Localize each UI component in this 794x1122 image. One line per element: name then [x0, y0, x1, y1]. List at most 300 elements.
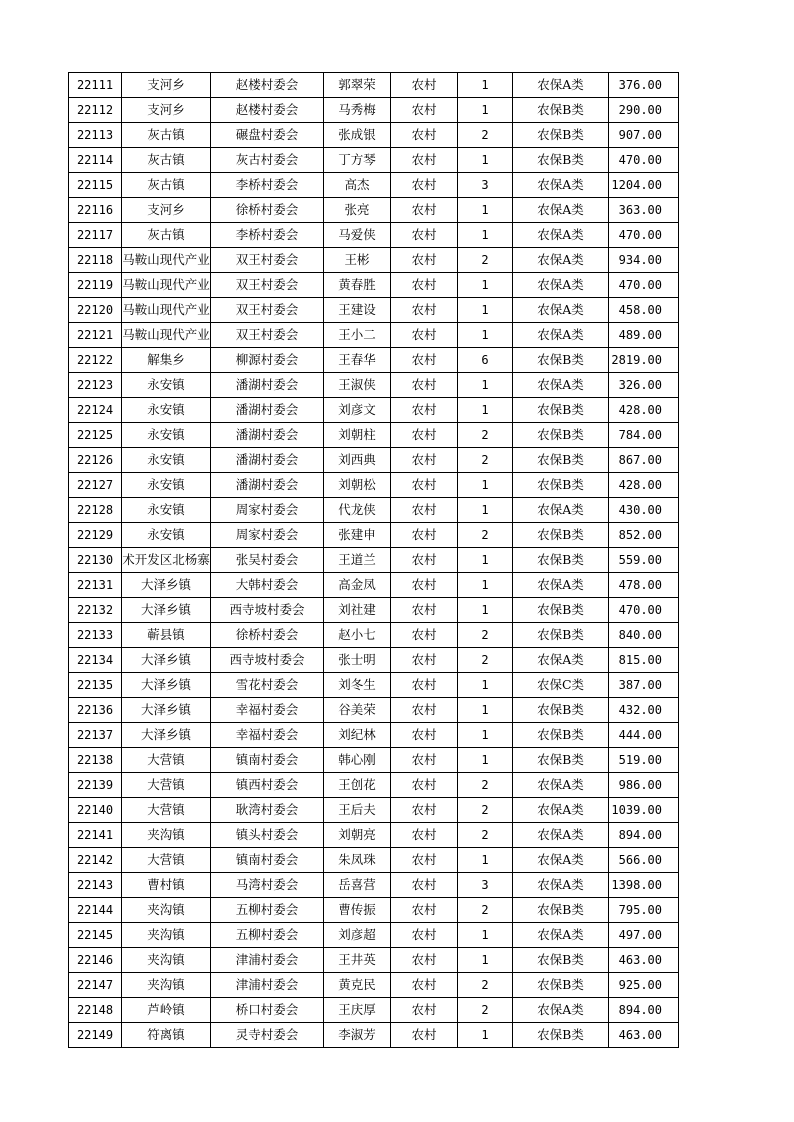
- cell-count: 6: [458, 348, 513, 373]
- cell-id: 22149: [69, 1023, 122, 1048]
- cell-township: 大营镇: [122, 848, 211, 873]
- cell-count: 1: [458, 148, 513, 173]
- cell-name: 马秀梅: [324, 98, 391, 123]
- cell-area: 农村: [391, 373, 458, 398]
- cell-area: 农村: [391, 573, 458, 598]
- cell-name: 刘朝亮: [324, 823, 391, 848]
- cell-village: 碾盘村委会: [211, 123, 324, 148]
- cell-id: 22111: [69, 73, 122, 98]
- cell-township: 马鞍山现代产业: [122, 248, 211, 273]
- cell-count: 1: [458, 1023, 513, 1048]
- cell-township: 大泽乡镇: [122, 698, 211, 723]
- cell-id: 22122: [69, 348, 122, 373]
- cell-amount: 1204.00: [609, 173, 679, 198]
- cell-category: 农保A类: [513, 573, 609, 598]
- cell-id: 22148: [69, 998, 122, 1023]
- cell-village: 灰古村委会: [211, 148, 324, 173]
- cell-id: 22139: [69, 773, 122, 798]
- cell-id: 22124: [69, 398, 122, 423]
- table-row: [69, 573, 679, 598]
- cell-village: 镇西村委会: [211, 773, 324, 798]
- cell-id: 22142: [69, 848, 122, 873]
- cell-count: 1: [458, 323, 513, 348]
- cell-area: 农村: [391, 498, 458, 523]
- cell-count: 1: [458, 498, 513, 523]
- table-row: [69, 498, 679, 523]
- cell-area: 农村: [391, 823, 458, 848]
- cell-category: 农保B类: [513, 748, 609, 773]
- cell-area: 农村: [391, 198, 458, 223]
- cell-name: 张士明: [324, 648, 391, 673]
- cell-category: 农保B类: [513, 423, 609, 448]
- cell-category: 农保A类: [513, 823, 609, 848]
- cell-area: 农村: [391, 123, 458, 148]
- cell-name: 黄克民: [324, 973, 391, 998]
- cell-area: 农村: [391, 148, 458, 173]
- cell-count: 1: [458, 598, 513, 623]
- cell-village: 镇南村委会: [211, 848, 324, 873]
- cell-id: 22125: [69, 423, 122, 448]
- cell-category: 农保B类: [513, 148, 609, 173]
- cell-name: 刘彦超: [324, 923, 391, 948]
- cell-amount: 894.00: [609, 823, 679, 848]
- cell-category: 农保B类: [513, 123, 609, 148]
- cell-area: 农村: [391, 298, 458, 323]
- cell-count: 1: [458, 298, 513, 323]
- cell-amount: 1398.00: [609, 873, 679, 898]
- cell-count: 2: [458, 773, 513, 798]
- cell-category: 农保A类: [513, 173, 609, 198]
- cell-township: 曹村镇: [122, 873, 211, 898]
- cell-name: 岳喜营: [324, 873, 391, 898]
- table-row: [69, 848, 679, 873]
- table-row: [69, 198, 679, 223]
- table-row: [69, 423, 679, 448]
- cell-area: 农村: [391, 798, 458, 823]
- cell-amount: 489.00: [609, 323, 679, 348]
- table-row: [69, 98, 679, 123]
- cell-amount: 925.00: [609, 973, 679, 998]
- table-row: [69, 873, 679, 898]
- cell-village: 潘湖村委会: [211, 373, 324, 398]
- cell-name: 曹传振: [324, 898, 391, 923]
- cell-id: 22118: [69, 248, 122, 273]
- cell-village: 潘湖村委会: [211, 398, 324, 423]
- cell-id: 22119: [69, 273, 122, 298]
- cell-id: 22145: [69, 923, 122, 948]
- cell-township: 蕲县镇: [122, 623, 211, 648]
- cell-category: 农保A类: [513, 323, 609, 348]
- cell-township: 支河乡: [122, 198, 211, 223]
- cell-name: 王道兰: [324, 548, 391, 573]
- cell-id: 22131: [69, 573, 122, 598]
- cell-village: 幸福村委会: [211, 723, 324, 748]
- cell-amount: 566.00: [609, 848, 679, 873]
- cell-amount: 432.00: [609, 698, 679, 723]
- cell-area: 农村: [391, 273, 458, 298]
- cell-township: 永安镇: [122, 398, 211, 423]
- cell-township: 支河乡: [122, 73, 211, 98]
- cell-category: 农保A类: [513, 773, 609, 798]
- cell-amount: 784.00: [609, 423, 679, 448]
- table-row: [69, 798, 679, 823]
- cell-village: 桥口村委会: [211, 998, 324, 1023]
- cell-area: 农村: [391, 473, 458, 498]
- cell-village: 潘湖村委会: [211, 448, 324, 473]
- cell-township: 大营镇: [122, 748, 211, 773]
- cell-category: 农保B类: [513, 473, 609, 498]
- cell-area: 农村: [391, 723, 458, 748]
- cell-name: 李淑芳: [324, 1023, 391, 1048]
- cell-township: 芦岭镇: [122, 998, 211, 1023]
- cell-id: 22127: [69, 473, 122, 498]
- cell-count: 3: [458, 173, 513, 198]
- cell-township: 灰古镇: [122, 173, 211, 198]
- cell-amount: 470.00: [609, 148, 679, 173]
- table-row: [69, 348, 679, 373]
- table-row: [69, 773, 679, 798]
- cell-amount: 363.00: [609, 198, 679, 223]
- cell-township: 夹沟镇: [122, 823, 211, 848]
- cell-category: 农保A类: [513, 498, 609, 523]
- cell-area: 农村: [391, 348, 458, 373]
- cell-category: 农保B类: [513, 523, 609, 548]
- cell-name: 郭翠荣: [324, 73, 391, 98]
- cell-township: 术开发区北杨寨: [122, 548, 211, 573]
- cell-amount: 840.00: [609, 623, 679, 648]
- cell-id: 22140: [69, 798, 122, 823]
- cell-area: 农村: [391, 248, 458, 273]
- cell-village: 潘湖村委会: [211, 473, 324, 498]
- cell-id: 22136: [69, 698, 122, 723]
- cell-township: 大泽乡镇: [122, 673, 211, 698]
- cell-id: 22147: [69, 973, 122, 998]
- cell-id: 22120: [69, 298, 122, 323]
- cell-name: 王井英: [324, 948, 391, 973]
- cell-count: 1: [458, 98, 513, 123]
- table-row: [69, 298, 679, 323]
- cell-name: 赵小七: [324, 623, 391, 648]
- cell-category: 农保B类: [513, 348, 609, 373]
- cell-amount: 376.00: [609, 73, 679, 98]
- cell-count: 1: [458, 548, 513, 573]
- table-row: [69, 648, 679, 673]
- cell-category: 农保A类: [513, 798, 609, 823]
- cell-id: 22143: [69, 873, 122, 898]
- cell-count: 1: [458, 373, 513, 398]
- cell-id: 22126: [69, 448, 122, 473]
- cell-category: 农保A类: [513, 198, 609, 223]
- data-table: [68, 72, 679, 1048]
- cell-id: 22144: [69, 898, 122, 923]
- cell-township: 永安镇: [122, 373, 211, 398]
- cell-id: 22138: [69, 748, 122, 773]
- cell-amount: 497.00: [609, 923, 679, 948]
- cell-township: 夹沟镇: [122, 948, 211, 973]
- table-row: [69, 923, 679, 948]
- cell-area: 农村: [391, 998, 458, 1023]
- cell-village: 雪花村委会: [211, 673, 324, 698]
- cell-count: 2: [458, 123, 513, 148]
- cell-village: 赵楼村委会: [211, 98, 324, 123]
- cell-amount: 463.00: [609, 948, 679, 973]
- table-row: [69, 1023, 679, 1048]
- cell-name: 王庆厚: [324, 998, 391, 1023]
- cell-id: 22141: [69, 823, 122, 848]
- cell-name: 王春华: [324, 348, 391, 373]
- table-row: [69, 373, 679, 398]
- cell-amount: 428.00: [609, 473, 679, 498]
- cell-name: 刘西典: [324, 448, 391, 473]
- cell-id: 22113: [69, 123, 122, 148]
- cell-township: 灰古镇: [122, 148, 211, 173]
- cell-category: 农保B类: [513, 598, 609, 623]
- cell-village: 耿湾村委会: [211, 798, 324, 823]
- cell-township: 灰古镇: [122, 123, 211, 148]
- table-row: [69, 823, 679, 848]
- cell-area: 农村: [391, 948, 458, 973]
- cell-amount: 470.00: [609, 223, 679, 248]
- cell-id: 22121: [69, 323, 122, 348]
- cell-area: 农村: [391, 598, 458, 623]
- cell-area: 农村: [391, 973, 458, 998]
- cell-amount: 934.00: [609, 248, 679, 273]
- cell-area: 农村: [391, 648, 458, 673]
- cell-name: 王淑侠: [324, 373, 391, 398]
- cell-township: 永安镇: [122, 448, 211, 473]
- cell-amount: 519.00: [609, 748, 679, 773]
- cell-amount: 894.00: [609, 998, 679, 1023]
- cell-name: 张亮: [324, 198, 391, 223]
- cell-township: 夹沟镇: [122, 973, 211, 998]
- cell-category: 农保A类: [513, 848, 609, 873]
- cell-count: 1: [458, 223, 513, 248]
- cell-village: 津浦村委会: [211, 973, 324, 998]
- cell-village: 李桥村委会: [211, 173, 324, 198]
- cell-category: 农保B类: [513, 973, 609, 998]
- cell-village: 西寺坡村委会: [211, 648, 324, 673]
- cell-count: 1: [458, 73, 513, 98]
- cell-area: 农村: [391, 323, 458, 348]
- cell-name: 韩心刚: [324, 748, 391, 773]
- table-row: [69, 898, 679, 923]
- cell-name: 王彬: [324, 248, 391, 273]
- cell-village: 双王村委会: [211, 323, 324, 348]
- cell-amount: 428.00: [609, 398, 679, 423]
- table-row: [69, 223, 679, 248]
- cell-township: 大营镇: [122, 798, 211, 823]
- cell-name: 刘彦文: [324, 398, 391, 423]
- cell-amount: 326.00: [609, 373, 679, 398]
- table-row: [69, 73, 679, 98]
- cell-village: 灵寺村委会: [211, 1023, 324, 1048]
- table-row: [69, 723, 679, 748]
- cell-name: 张建申: [324, 523, 391, 548]
- cell-count: 2: [458, 523, 513, 548]
- cell-area: 农村: [391, 423, 458, 448]
- cell-count: 1: [458, 473, 513, 498]
- cell-category: 农保B类: [513, 698, 609, 723]
- cell-village: 周家村委会: [211, 523, 324, 548]
- cell-name: 刘朝松: [324, 473, 391, 498]
- cell-township: 马鞍山现代产业: [122, 298, 211, 323]
- cell-area: 农村: [391, 748, 458, 773]
- table-row: [69, 173, 679, 198]
- table-row: [69, 123, 679, 148]
- cell-village: 李桥村委会: [211, 223, 324, 248]
- cell-township: 大泽乡镇: [122, 723, 211, 748]
- cell-id: 22129: [69, 523, 122, 548]
- cell-amount: 867.00: [609, 448, 679, 473]
- cell-category: 农保B类: [513, 898, 609, 923]
- table-row: [69, 523, 679, 548]
- table-row: [69, 673, 679, 698]
- cell-category: 农保B类: [513, 948, 609, 973]
- cell-village: 张吴村委会: [211, 548, 324, 573]
- cell-amount: 852.00: [609, 523, 679, 548]
- cell-name: 刘社建: [324, 598, 391, 623]
- cell-township: 符离镇: [122, 1023, 211, 1048]
- cell-id: 22114: [69, 148, 122, 173]
- table-row: [69, 398, 679, 423]
- cell-count: 1: [458, 948, 513, 973]
- table-body: [69, 73, 679, 1048]
- cell-amount: 986.00: [609, 773, 679, 798]
- cell-name: 刘朝柱: [324, 423, 391, 448]
- cell-name: 马爱侠: [324, 223, 391, 248]
- cell-area: 农村: [391, 73, 458, 98]
- cell-count: 1: [458, 573, 513, 598]
- cell-count: 1: [458, 198, 513, 223]
- cell-village: 五柳村委会: [211, 898, 324, 923]
- cell-category: 农保B类: [513, 723, 609, 748]
- cell-amount: 815.00: [609, 648, 679, 673]
- cell-village: 徐桥村委会: [211, 198, 324, 223]
- table-row: [69, 998, 679, 1023]
- cell-count: 3: [458, 873, 513, 898]
- cell-area: 农村: [391, 523, 458, 548]
- cell-count: 1: [458, 273, 513, 298]
- cell-amount: 907.00: [609, 123, 679, 148]
- cell-amount: 444.00: [609, 723, 679, 748]
- cell-count: 2: [458, 248, 513, 273]
- cell-category: 农保A类: [513, 998, 609, 1023]
- cell-id: 22117: [69, 223, 122, 248]
- cell-village: 津浦村委会: [211, 948, 324, 973]
- cell-name: 黄春胜: [324, 273, 391, 298]
- cell-category: 农保A类: [513, 73, 609, 98]
- cell-area: 农村: [391, 398, 458, 423]
- cell-category: 农保B类: [513, 548, 609, 573]
- cell-id: 22130: [69, 548, 122, 573]
- cell-count: 2: [458, 823, 513, 848]
- cell-name: 刘纪林: [324, 723, 391, 748]
- cell-id: 22134: [69, 648, 122, 673]
- cell-area: 农村: [391, 623, 458, 648]
- cell-count: 1: [458, 673, 513, 698]
- cell-id: 22115: [69, 173, 122, 198]
- cell-township: 永安镇: [122, 423, 211, 448]
- cell-name: 张成银: [324, 123, 391, 148]
- table-row: [69, 698, 679, 723]
- cell-amount: 2819.00: [609, 348, 679, 373]
- cell-id: 22137: [69, 723, 122, 748]
- cell-township: 永安镇: [122, 473, 211, 498]
- cell-township: 灰古镇: [122, 223, 211, 248]
- cell-amount: 430.00: [609, 498, 679, 523]
- cell-count: 2: [458, 623, 513, 648]
- cell-amount: 559.00: [609, 548, 679, 573]
- cell-name: 王后夫: [324, 798, 391, 823]
- cell-name: 刘冬生: [324, 673, 391, 698]
- cell-category: 农保A类: [513, 648, 609, 673]
- cell-id: 22112: [69, 98, 122, 123]
- cell-count: 1: [458, 748, 513, 773]
- cell-township: 解集乡: [122, 348, 211, 373]
- table-row: [69, 948, 679, 973]
- cell-amount: 463.00: [609, 1023, 679, 1048]
- cell-township: 大泽乡镇: [122, 598, 211, 623]
- cell-amount: 290.00: [609, 98, 679, 123]
- cell-village: 潘湖村委会: [211, 423, 324, 448]
- cell-area: 农村: [391, 848, 458, 873]
- table-row: [69, 973, 679, 998]
- cell-category: 农保C类: [513, 673, 609, 698]
- cell-village: 五柳村委会: [211, 923, 324, 948]
- spreadsheet-page: [68, 72, 679, 1048]
- table-row: [69, 448, 679, 473]
- cell-count: 2: [458, 448, 513, 473]
- cell-category: 农保A类: [513, 298, 609, 323]
- cell-township: 大营镇: [122, 773, 211, 798]
- cell-name: 王创花: [324, 773, 391, 798]
- table-row: [69, 623, 679, 648]
- cell-count: 1: [458, 698, 513, 723]
- cell-village: 幸福村委会: [211, 698, 324, 723]
- cell-area: 农村: [391, 223, 458, 248]
- cell-area: 农村: [391, 173, 458, 198]
- cell-name: 王小二: [324, 323, 391, 348]
- cell-category: 农保A类: [513, 248, 609, 273]
- table-row: [69, 748, 679, 773]
- cell-count: 2: [458, 648, 513, 673]
- cell-village: 大韩村委会: [211, 573, 324, 598]
- cell-category: 农保B类: [513, 448, 609, 473]
- cell-village: 周家村委会: [211, 498, 324, 523]
- cell-area: 农村: [391, 773, 458, 798]
- cell-village: 镇南村委会: [211, 748, 324, 773]
- cell-name: 谷美荣: [324, 698, 391, 723]
- cell-name: 高杰: [324, 173, 391, 198]
- cell-id: 22146: [69, 948, 122, 973]
- cell-village: 马湾村委会: [211, 873, 324, 898]
- cell-area: 农村: [391, 673, 458, 698]
- cell-id: 22128: [69, 498, 122, 523]
- cell-category: 农保B类: [513, 98, 609, 123]
- cell-name: 代龙侠: [324, 498, 391, 523]
- cell-township: 夹沟镇: [122, 923, 211, 948]
- table-row: [69, 148, 679, 173]
- cell-village: 赵楼村委会: [211, 73, 324, 98]
- cell-count: 2: [458, 973, 513, 998]
- cell-category: 农保A类: [513, 223, 609, 248]
- cell-name: 朱凤珠: [324, 848, 391, 873]
- cell-category: 农保A类: [513, 923, 609, 948]
- cell-township: 支河乡: [122, 98, 211, 123]
- cell-count: 2: [458, 998, 513, 1023]
- cell-id: 22123: [69, 373, 122, 398]
- cell-amount: 458.00: [609, 298, 679, 323]
